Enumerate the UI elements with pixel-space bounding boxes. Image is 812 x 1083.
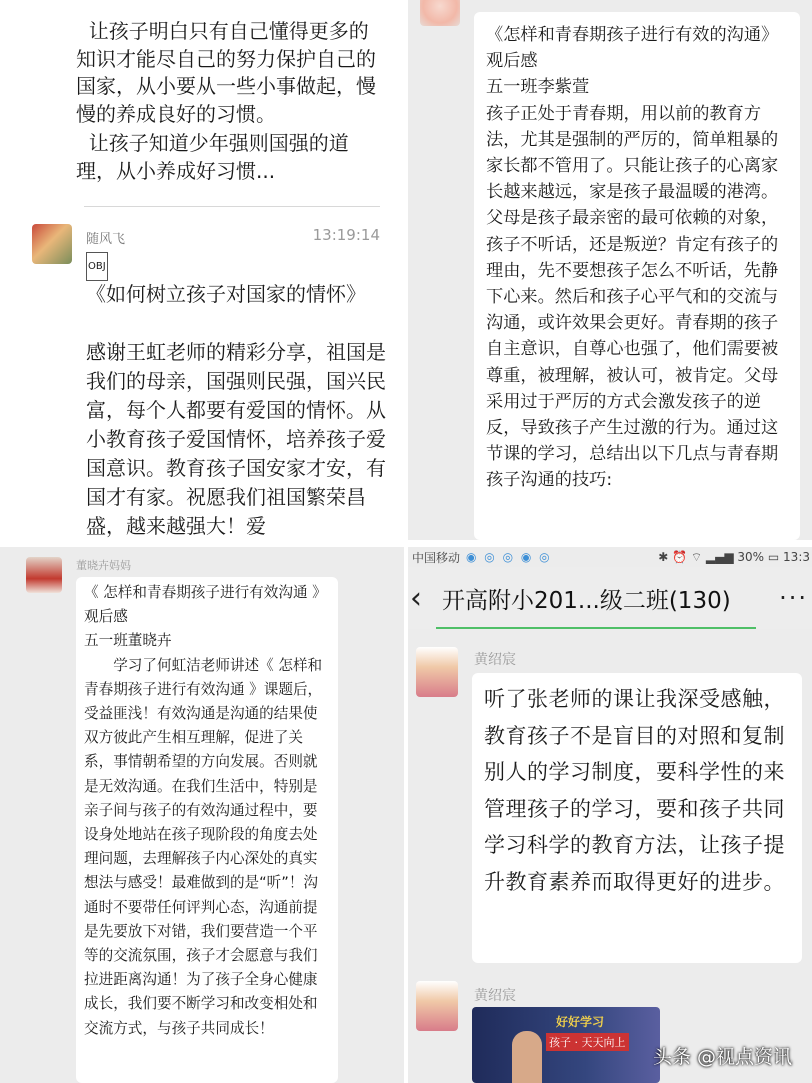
sender-name: 黄绍宸 — [474, 652, 516, 668]
message-bubble[interactable] — [472, 673, 802, 963]
message-paragraph: 让孩子明白只有自己懂得更多的知识才能尽自己的努力保护自己的国家，从小要从一些小事做起，慢慢的养成良好的习惯。 — [76, 19, 376, 126]
essay-title: 《怎样和青春期孩子进行有效的沟通》观后感 — [486, 25, 779, 72]
essay-author: 五一班董晓卉 — [84, 632, 172, 650]
essay-title: 《 怎样和青春期孩子进行有效沟通 》观后感 — [84, 584, 327, 626]
status-bar — [408, 547, 812, 567]
message-bubble[interactable] — [76, 577, 338, 1083]
group-chat-title: 开高附小201...级二班(130) — [442, 587, 731, 614]
essay-body: 孩子正处于青春期，用以前的教育方法，尤其是强制的严厉的，简单粗暴的家长都不管用了。只能让孩子的心离家长越来越远，家是孩子最温暖的港湾。父母是孩子最亲密的最可依赖的对象，孩子不听话，还是叛逆？肯定有孩子的理由，先不要想孩子怎么不听话，先静下心来。然后和孩子心平气和的交流与沟通，或许效果会更好。青春期的孩子自主意识，自尊心也强了，他们需要被尊重，被理解，被认可，被肯定。父母采用过于严厉的方式会激发孩子的逆反，导致孩子产生过激的行为。通过这节课的学习，总结出以下几点与青春期孩子沟通的技巧: — [486, 103, 779, 491]
avatar[interactable] — [420, 0, 460, 26]
video-caption-secondary: 孩子 · 天天向上 — [546, 1033, 629, 1051]
message-timestamp: 13:19:14 — [312, 226, 380, 244]
essay-body: 学习了何虹洁老师讲述《 怎样和青春期孩子进行有效沟通 》课题后，受益匪浅！有效沟通是沟通的结果使双方彼此产生相互理解，促进了关系，事情朝希望的方向发展。否则就是无效沟通。在我们生活中，特别是亲子间与孩子的有效沟通过程中，要设身处地站在孩子现阶段的角度去处理问题，去理解孩子内心深处的真实想法与感受！最难做到的是“听”！沟通时不要带任何评判心态，沟通前提是先要放下对错，我们要营造一个平等的交流氛围，孩子才会愿意与我们拉进距离沟通！为了孩子全身心健康成长，我们要不断学习和改变相处和交流方式，与孩子共同成长！ — [84, 656, 323, 1037]
status-indicators: ✱ ⏰ ⌔ ▂▄▆ 30% ▭ 13:3 — [658, 549, 810, 564]
avatar[interactable] — [26, 557, 62, 593]
more-options-icon[interactable]: ··· — [779, 584, 808, 612]
avatar[interactable] — [32, 224, 72, 264]
message-divider — [84, 206, 380, 207]
video-message-thumbnail[interactable] — [472, 1007, 660, 1083]
sender-name: 随风飞 — [86, 232, 126, 247]
loading-indicator — [436, 627, 756, 629]
article-title: 《如何树立孩子对国家的情怀》 — [86, 282, 366, 306]
chat-header — [408, 567, 812, 629]
notification-icons: ◉ ◎ ◎ ◉ ◎ — [466, 550, 552, 564]
chat-panel-bottom-right — [408, 547, 812, 1083]
message-paragraph: 让孩子知道少年强则国强的道理，从小养成好习惯... — [76, 131, 349, 183]
chat-panel-top-right — [408, 0, 812, 540]
shared-article-card[interactable] — [86, 252, 386, 308]
message-text: 感谢王虹老师的精彩分享，祖国是我们的母亲，国强则民强，国兴民富，每个人都要有爱国的情怀。从小教育孩子爱国情怀，培养孩子爱国意识。教育孩子国安家才安，有国才有家。祝愿我们祖国繁荣昌盛，越来越强大！爱 — [86, 340, 386, 538]
video-caption: 好好学习 — [556, 1015, 605, 1029]
object-icon: OBJ — [86, 252, 108, 281]
sender-name: 董晓卉妈妈 — [76, 559, 131, 572]
watermark: 头条 @视点资讯 — [652, 1046, 792, 1068]
avatar[interactable] — [416, 647, 458, 697]
message-text: 听了张老师的课让我深受感触，教育孩子不是盲目的对照和复制别人的学习制度，要科学性的来管理孩子的学习，要和孩子共同学习科学的教育方法，让孩子提升教育素养而取得更好的进步。 — [484, 687, 785, 894]
essay-author: 五一班李紫萱 — [486, 77, 590, 98]
back-chevron-icon[interactable]: ‹ — [410, 580, 422, 616]
sender-name: 黄绍宸 — [474, 988, 516, 1004]
message-bubble[interactable] — [474, 12, 800, 540]
avatar[interactable] — [416, 981, 458, 1031]
carrier-label: 中国移动 — [412, 550, 461, 565]
chat-panel-bottom-left — [0, 547, 404, 1083]
chat-panel-top-left — [0, 0, 398, 540]
video-presenter — [512, 1031, 542, 1083]
